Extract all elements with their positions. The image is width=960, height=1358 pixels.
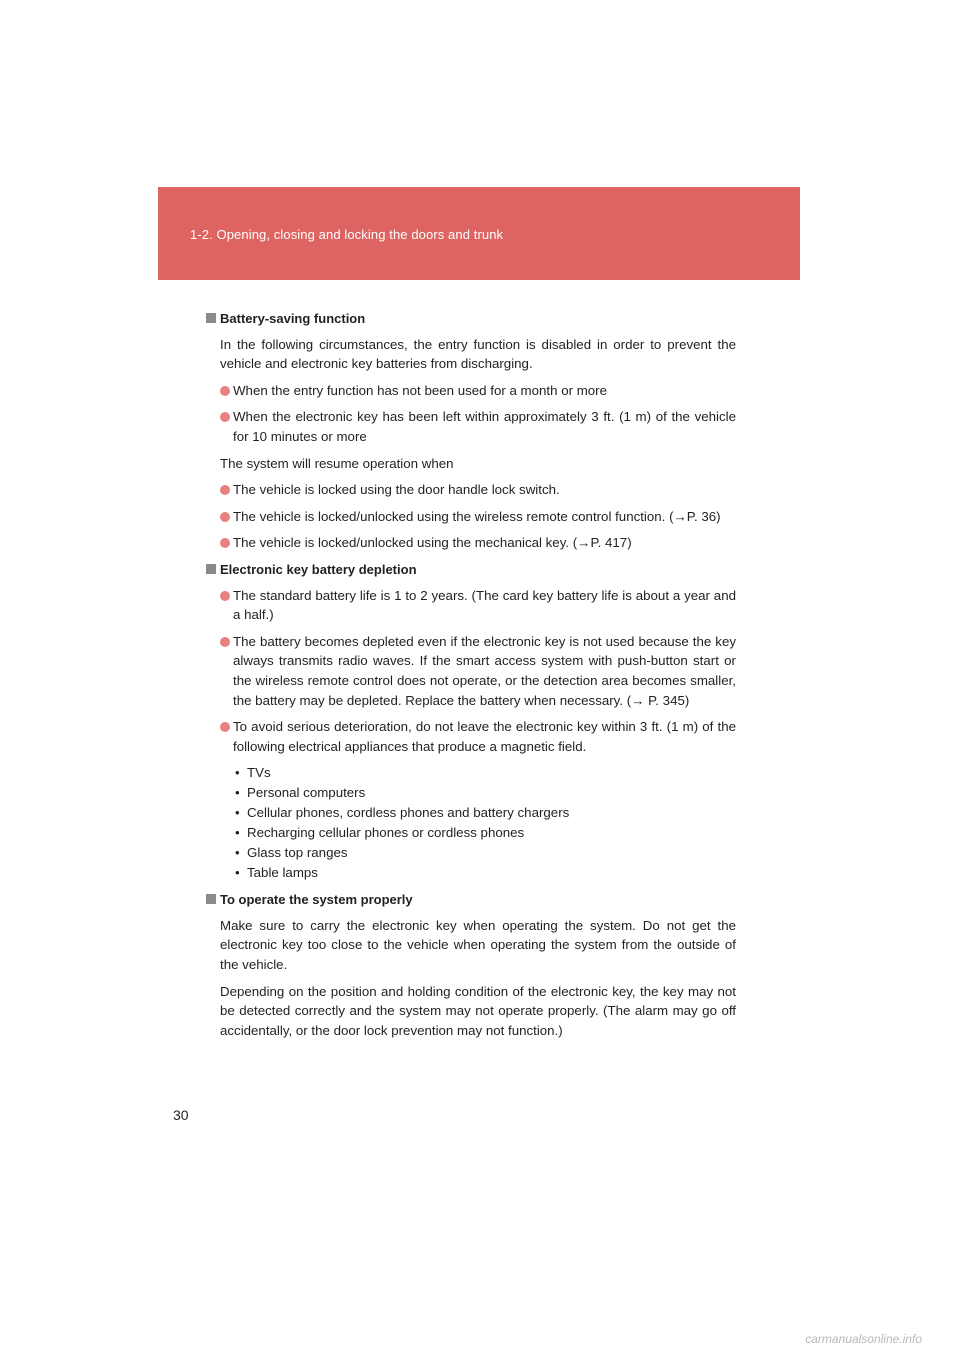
circle-bullet-icon [220,591,230,601]
list-item: To avoid serious deterioration, do not leave the electronic key within 3 ft. (1 m) of the following electrical appliances that produce a magnetic field. [206,717,736,756]
square-bullet-icon [206,894,216,904]
appliance-item: • TVs [235,765,271,781]
circle-bullet-icon [220,485,230,495]
paragraph: In the following circumstances, the entry function is disabled in order to prevent the vehicle and electronic key batteries from discharging. [220,336,736,372]
circle-bullet-icon [220,512,230,522]
list-item: The vehicle is locked using the door handle lock switch. [206,480,736,500]
appliance-item: • Cellular phones, cordless phones and battery chargers [235,805,570,821]
appliance-item: • Recharging cellular phones or cordless phones [235,825,525,841]
circle-bullet-icon [220,386,230,396]
circle-bullet-icon [220,412,230,422]
header-band [158,187,800,280]
appliance-item: • Personal computers [235,785,366,801]
circle-bullet-icon [220,722,230,732]
page-number: 30 [173,1107,189,1123]
chapter-title: 1-2. Opening, closing and locking the doors and trunk [190,227,504,242]
section-heading: To operate the system properly [206,890,736,910]
appliance-list [206,763,736,883]
watermark: carmanualsonline.info [805,1332,922,1346]
section-heading: Electronic key battery depletion [206,560,736,580]
appliance-item: • Glass top ranges [235,845,348,861]
page-content [206,309,736,1047]
paragraph: Depending on the position and holding condition of the electronic key, the key may not be detected correctly and the system may not operate properly. (The alarm may go off accidentally, or the door lock prevention may not function.) [220,983,736,1038]
list-item: The vehicle is locked/unlocked using the wireless remote control function. (→P. 36) [206,507,736,527]
square-bullet-icon [206,313,216,323]
list-item: When the electronic key has been left within approximately 3 ft. (1 m) of the vehicle for 10 minutes or more [206,407,736,446]
circle-bullet-icon [220,538,230,548]
square-bullet-icon [206,564,216,574]
paragraph: The system will resume operation when [220,455,454,471]
appliance-item: • Table lamps [235,865,318,881]
list-item: The standard battery life is 1 to 2 years. (The card key battery life is about a year and a half.) [206,586,736,625]
list-item: The battery becomes depleted even if the electronic key is not used because the key always transmits radio waves. If the smart access system with push-button start or the wireless remote control does not operate, or the detection area becomes smaller, the battery may be depleted. Replace the battery when necessary. (→ P. 345) [206,632,736,710]
section-heading: Battery-saving function [206,309,736,329]
circle-bullet-icon [220,637,230,647]
list-item: When the entry function has not been used for a month or more [206,381,736,401]
paragraph: Make sure to carry the electronic key when operating the system. Do not get the electronic key too close to the vehicle when operating the system from the outside of the vehicle. [220,917,736,973]
list-item: The vehicle is locked/unlocked using the mechanical key. (→P. 417) [206,533,736,553]
